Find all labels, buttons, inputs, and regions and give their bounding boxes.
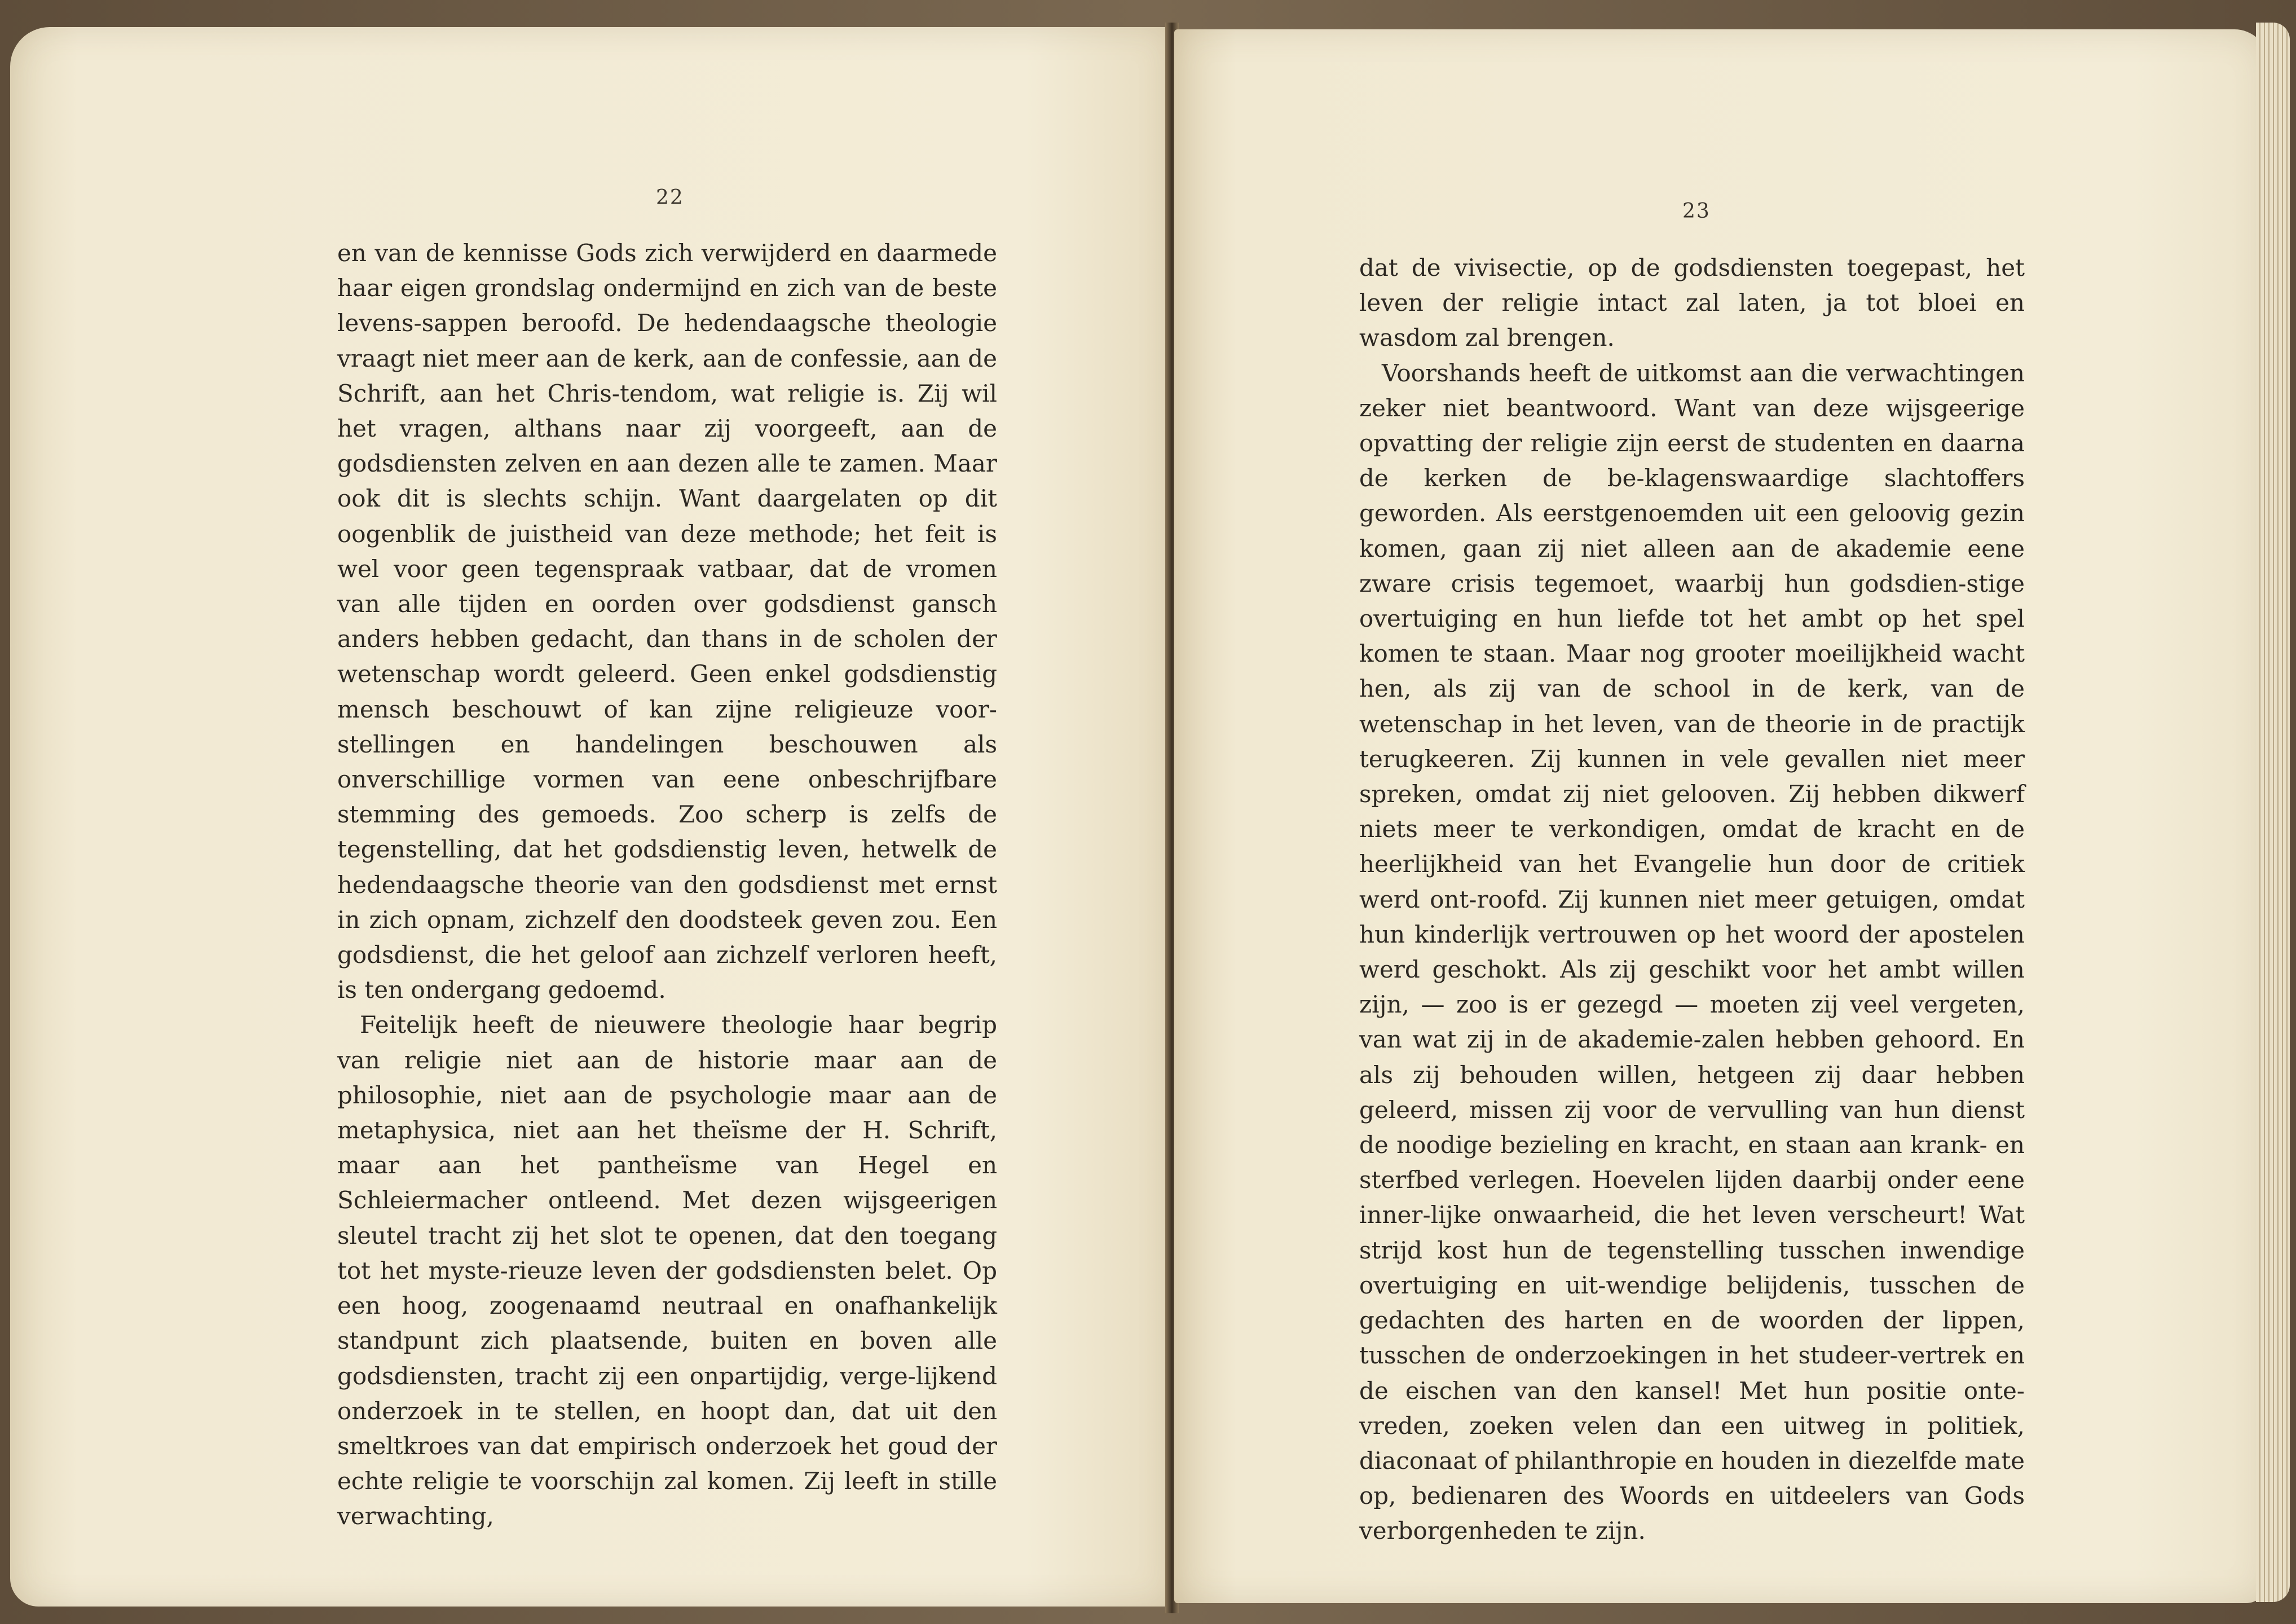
left-paragraph-1: en van de kennisse Gods zich verwijderd en daarmede haar eigen grondslag ondermijnd en zich van de beste levens-sappen beroofd. De hedendaagsche theologie vraagt niet meer aan de kerk, aan de confessie, aan de Schrift, aan het Chris-tendom, wat religie is. Zij wil het vragen, althans naar zij voorgeeft, aan de godsdiensten zelven en aan dezen alle te zamen. Maar ook dit is slechts schijn. Want daargelaten op dit oogenblik de juistheid van deze methode; het feit is wel voor geen tegenspraak vatbaar, dat de vromen van alle tijden en oorden over godsdienst gansch anders hebben gedacht, dan thans in de scholen der wetenschap wordt geleerd. Geen enkel godsdienstig mensch beschouwt of kan zijne religieuze voor-stellingen en handelingen beschouwen als onverschillige vormen van eene onbeschrijfbare stemming des gemoeds. Zoo scherp is zelfs de tegenstelling, dat het godsdienstig leven, hetwelk de hedendaagsche theorie van den godsdienst met ernst in zich opnam, zichzelf den doodsteek geven zou. Een godsdienst, die het geloof aan zichzelf verloren heeft, is ten ondergang gedoemd. (337, 239, 997, 1004)
right-paragraph-2: Voorshands heeft de uitkomst aan die verwachtingen zeker niet beantwoord. Want van deze wijsgeerige opvatting der religie zijn eerst de studenten en daarna de kerken de be-klagenswaardige slachtoffers geworden. Als eerstgenoemden uit een geloovig gezin komen, gaan zij niet alleen aan de akademie eene zware crisis tegemoet, waarbij hun godsdien-stige overtuiging en hun liefde tot het ambt op het spel komen te staan. Maar nog grooter moeilijkheid wacht hen, als zij van de school in de kerk, van de wetenschap in het leven, van de theorie in de practijk terugkeeren. Zij kunnen in vele gevallen niet meer spreken, omdat zij niet gelooven. Zij hebben dikwerf niets meer te verkondigen, omdat de kracht en de heerlijkheid van het Evangelie hun door de critiek werd ont-roofd. Zij kunnen niet meer getuigen, omdat hun kinderlijk vertrouwen op het woord der apostelen werd geschokt. Als zij geschikt voor het ambt willen zijn, — zoo is er gezegd — moeten zij veel vergeten, van wat zij in de akademie-zalen hebben gehoord. En als zij behouden willen, hetgeen zij daar hebben geleerd, missen zij voor de vervulling van hun dienst de noodige bezieling en kracht, en staan aan krank- en sterfbed verlegen. Hoevelen lijden daarbij onder eene inner-lijke onwaarheid, die het leven verscheurt! Wat strijd kost hun de tegenstelling tusschen inwendige overtuiging en uit-wendige belijdenis, tusschen de gedachten des harten en de woorden der lippen, tusschen de onderzoekingen in het studeer-vertrek en de eischen van den kansel! Met hun positie onte-vreden, zoeken velen dan een uitweg in politiek, diaconaat of philanthropie en houden in diezelfde mate op, bedienaren des Woords en uitdeelers van Gods verborgenheden te zijn. (1359, 359, 2025, 1545)
left-page-text (337, 236, 997, 1534)
right-paragraph-1: dat de vivisectie, op de godsdiensten toegepast, het leven der religie intact zal laten, ja tot bloei en wasdom zal brengen. (1359, 254, 2025, 352)
left-page-number: 22 (656, 186, 684, 209)
page-edges (2256, 23, 2290, 1602)
left-paragraph-2: Feitelijk heeft de nieuwere theologie haar begrip van religie niet aan de historie maar aan de philosophie, niet aan de psychologie maar aan de metaphysica, niet aan het theïsme der H. Schrift, maar aan het pantheïsme van Hegel en Schleiermacher ontleend. Met dezen wijsgeerigen sleutel tracht zij het slot te openen, dat den toegang tot het myste-rieuze leven der godsdiensten belet. Op een hoog, zoogenaamd neutraal en onafhankelijk standpunt zich plaatsende, buiten en boven alle godsdiensten, tracht zij een onpartijdig, verge-lijkend onderzoek in te stellen, en hoopt dan, dat uit den smeltkroes van dat empirisch onderzoek het goud der echte religie te voorschijn zal komen. Zij leeft in stille verwachting, (337, 1011, 997, 1530)
right-page-number: 23 (1682, 200, 1711, 223)
right-page-text (1359, 250, 2025, 1549)
